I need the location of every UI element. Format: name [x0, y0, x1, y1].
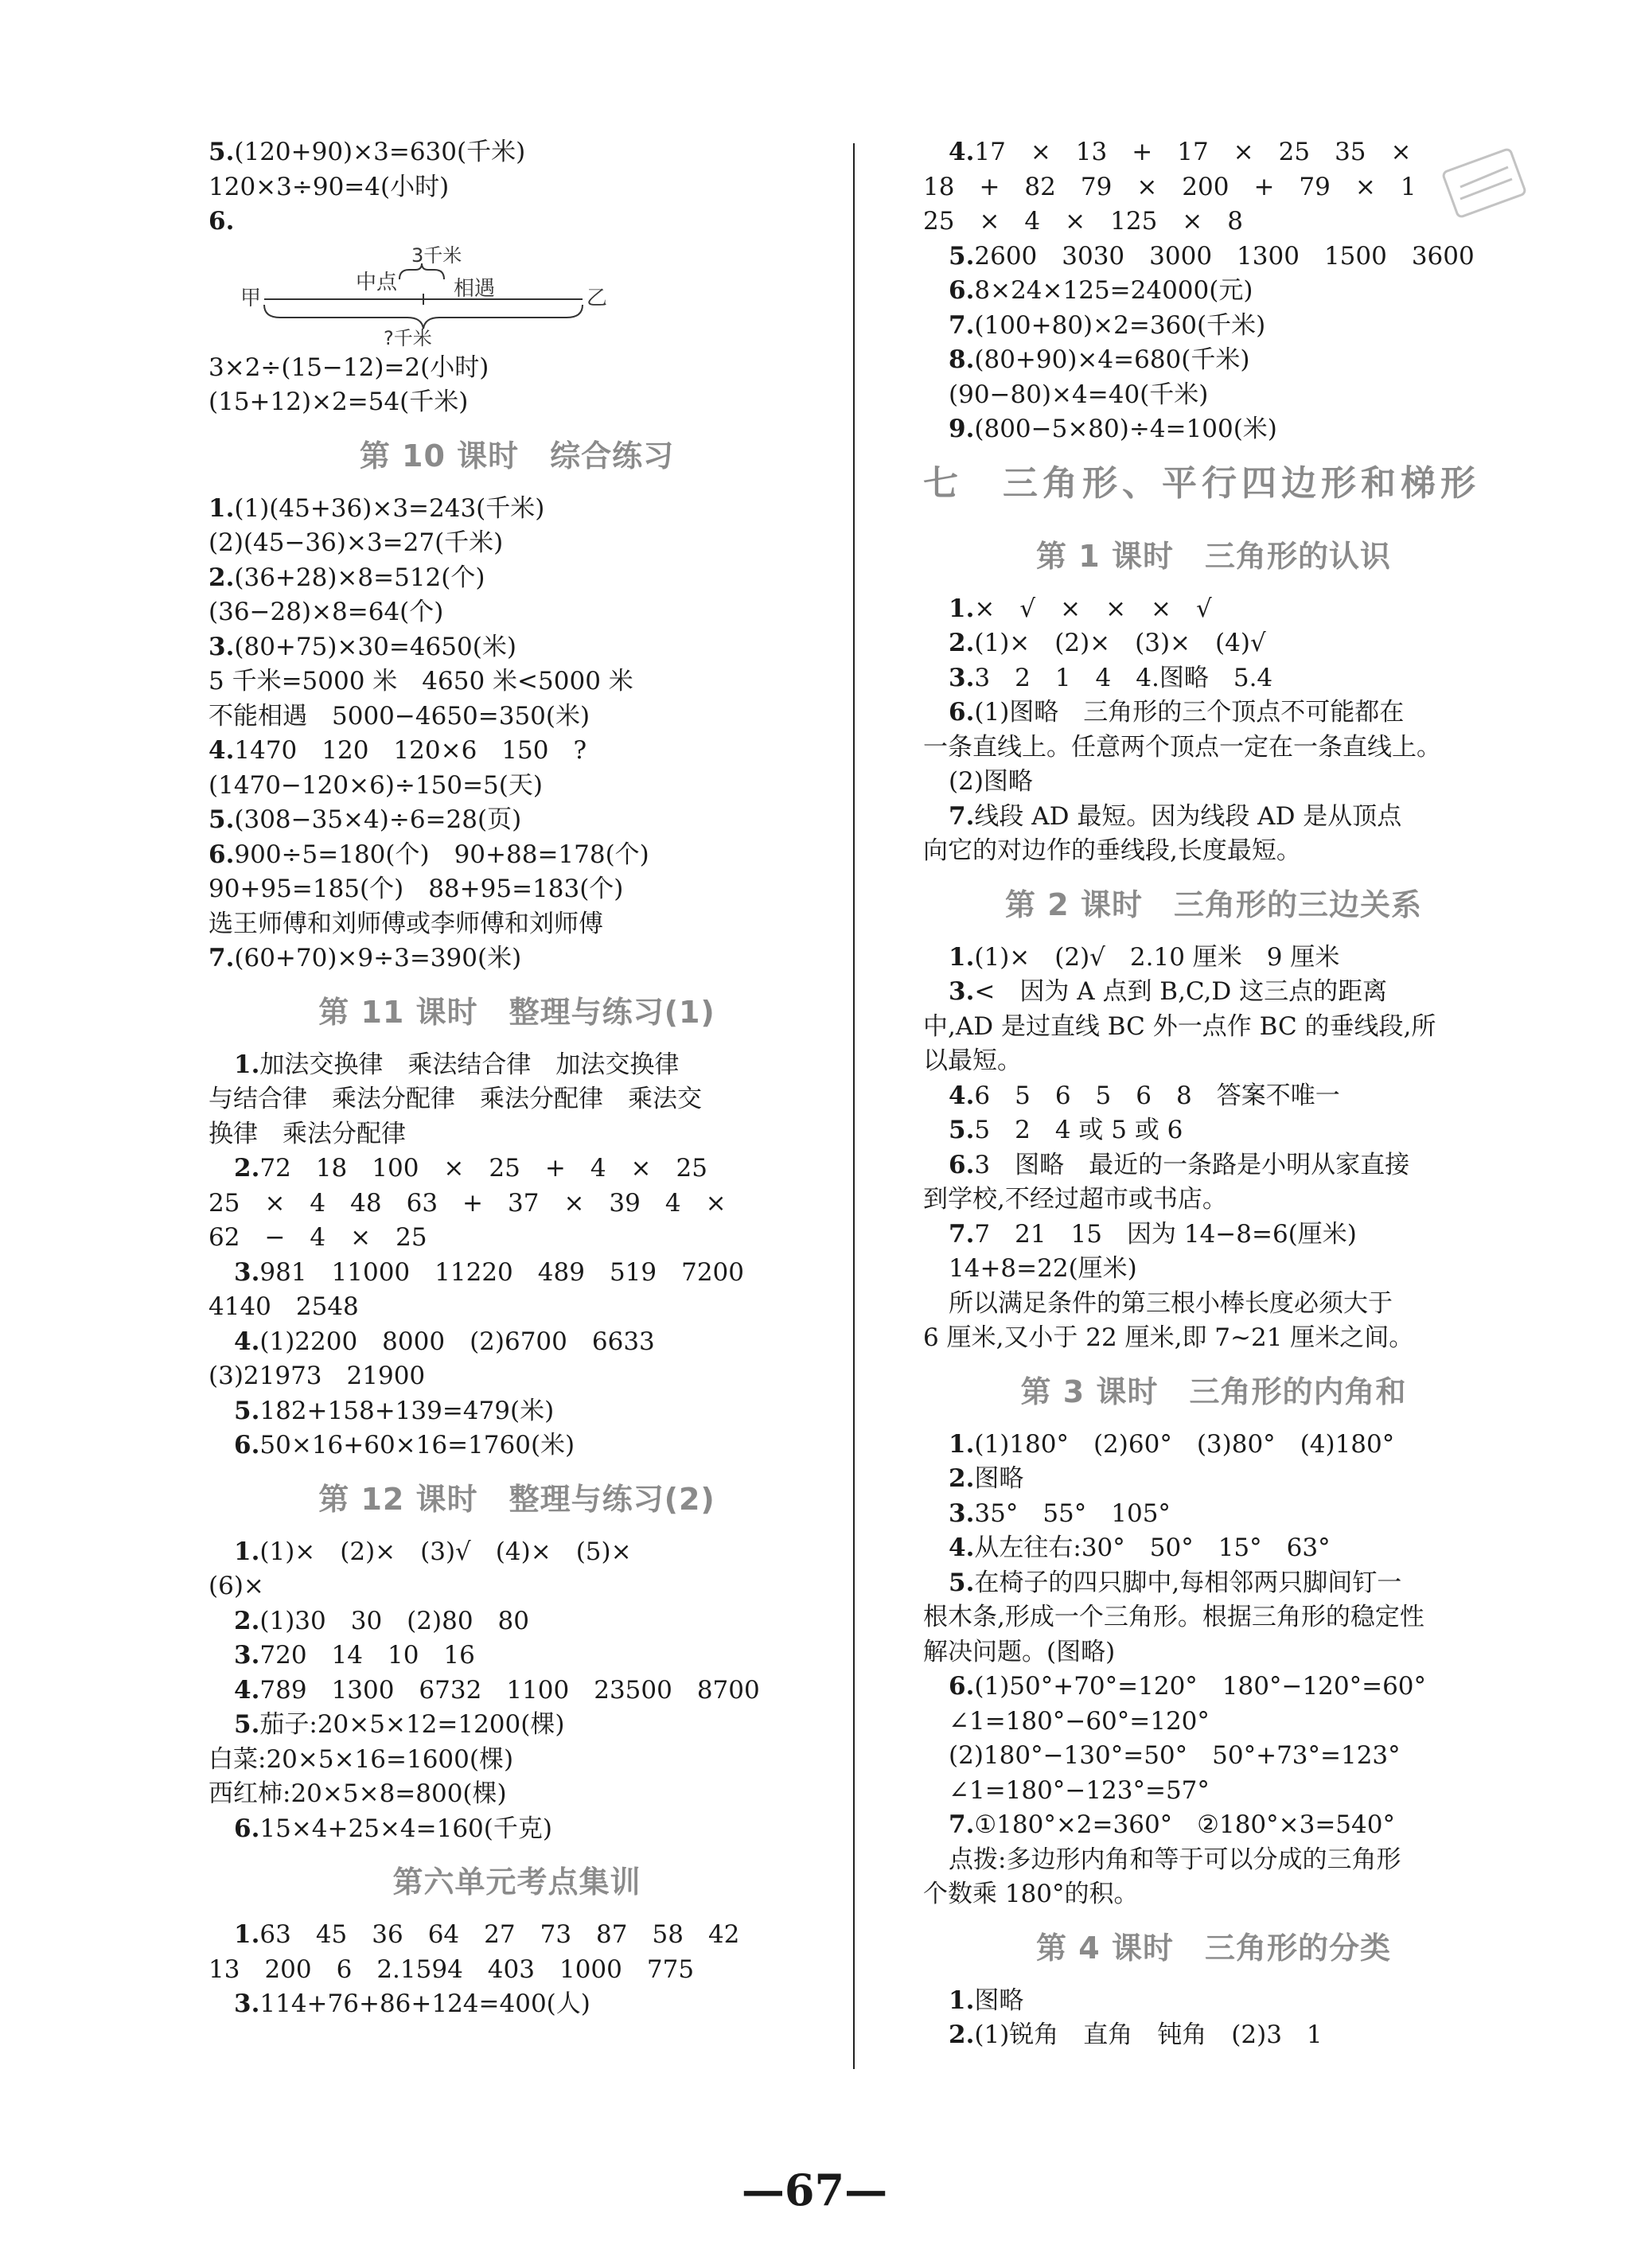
answer-line	[923, 1079, 1504, 1114]
answer-text: 900÷5=180(个) 90+88=178(个)	[234, 840, 649, 869]
answer-line	[923, 592, 1504, 627]
answer-text: ∠1=180°−60°=120°	[949, 1706, 1210, 1736]
answer-line	[208, 941, 825, 976]
item-number: 1.	[234, 1050, 260, 1079]
answer-line	[208, 1152, 825, 1187]
answer-line	[923, 135, 1504, 170]
answer-line	[208, 595, 825, 630]
item-number: 4.	[234, 1327, 260, 1356]
answer-line	[923, 1739, 1504, 1774]
answer-text: 白菜:20×5×16=1600(棵)	[208, 1744, 514, 1774]
answer-text: 35° 55° 105°	[974, 1498, 1171, 1528]
item-number: 6.	[949, 698, 975, 727]
answer-text: (2)图略	[949, 767, 1033, 796]
item-number: 1.	[234, 1920, 260, 1949]
answer-line	[208, 1394, 825, 1429]
answer-text: ∠1=180°−123°=57°	[949, 1775, 1210, 1805]
answer-text: 中,AD 是过直线 BC 外一点作 BC 的垂线段,所	[923, 1011, 1436, 1041]
answer-text: 720 14 10 16	[259, 1641, 475, 1670]
answer-text: (1)× (2)× (3)√ (4)× (5)×	[259, 1537, 632, 1566]
answer-line	[208, 1325, 825, 1360]
answer-line	[923, 1531, 1504, 1566]
answer-text: 以最短。	[923, 1046, 1022, 1075]
answer-line	[208, 630, 825, 665]
answer-text: 个数乘 180°的积。	[923, 1880, 1139, 1908]
answer-line	[923, 1497, 1504, 1532]
page-number: —67—	[741, 2165, 888, 2215]
answer-text: 5 千米=5000 米 4650 米<5000 米	[208, 667, 633, 696]
answer-text: (800−5×80)÷4=100(米)	[974, 415, 1277, 443]
stamp-logo	[1436, 143, 1532, 223]
answer-line	[923, 2018, 1504, 2053]
answer-text: 图略	[974, 1464, 1024, 1493]
item-number: 3.	[234, 1989, 260, 2018]
item-number: 6.	[208, 840, 235, 869]
answer-text: 114+76+86+124=400(人)	[259, 1989, 590, 2018]
answer-line	[923, 1877, 1504, 1912]
answer-line	[208, 872, 825, 907]
column-divider	[853, 143, 855, 2069]
answer-line	[208, 205, 825, 240]
answer-text: 根木条,形成一个三角形。根据三角形的稳定性	[923, 1603, 1424, 1631]
line-segment-diagram	[208, 240, 825, 351]
answer-text: 到学校,不经过超市或书店。	[923, 1185, 1227, 1214]
answer-text: (1)图略 三角形的三个顶点不可能都在	[974, 698, 1405, 727]
item-number: 1.	[949, 1985, 975, 2015]
answer-text: × √ × × × √	[974, 594, 1212, 623]
answer-text: 在椅子的四只脚中,每相邻两只脚间钉一	[974, 1568, 1402, 1597]
answer-text: (1)(45+36)×3=243(千米)	[234, 493, 545, 523]
answer-line	[923, 1843, 1504, 1878]
answer-line	[923, 1635, 1504, 1670]
answer-text: (36−28)×8=64(个)	[208, 598, 444, 626]
answer-line	[923, 170, 1504, 205]
answer-text: 18 + 82 79 × 200 + 79 × 1	[923, 172, 1417, 201]
answer-text: 13 200 6 2.1594 403 1000 775	[208, 1954, 695, 1984]
answer-text: (90−80)×4=40(千米)	[949, 380, 1209, 409]
answer-line	[208, 1812, 825, 1847]
item-number: 6.	[234, 1431, 260, 1459]
item-number: 5.	[208, 805, 235, 834]
answer-text: (6)×	[208, 1572, 264, 1600]
answer-line	[208, 769, 825, 804]
answer-line	[923, 626, 1504, 661]
answer-text: 50×16+60×16=1760(米)	[259, 1431, 575, 1459]
answer-line	[923, 1462, 1504, 1497]
answer-line	[923, 1774, 1504, 1809]
answer-line	[208, 1569, 825, 1604]
item-number: 5.	[234, 1710, 260, 1739]
item-number: 3.	[949, 1498, 975, 1528]
item-number: 1.	[949, 594, 975, 623]
answer-line	[923, 1148, 1504, 1183]
answer-line	[208, 1117, 825, 1152]
answer-line	[208, 492, 825, 527]
answer-line	[923, 1183, 1504, 1218]
answer-text: 6 5 6 5 6 8 答案不唯一	[974, 1081, 1340, 1110]
answer-text: 2600 3030 3000 1300 1500 3600	[974, 241, 1475, 271]
section-heading: 第 4 课时 三角形的分类	[1036, 1930, 1391, 1966]
answer-text: 解决问题。(图略)	[923, 1637, 1116, 1666]
item-number: 7.	[949, 1219, 975, 1249]
item-number: 1.	[949, 942, 975, 972]
answer-line	[208, 1777, 825, 1812]
answer-line	[923, 309, 1504, 344]
item-number: 5.	[949, 241, 975, 271]
item-number: 4.	[949, 1081, 975, 1110]
item-number: 6.	[949, 1672, 975, 1701]
answer-text: (36+28)×8=512(个)	[234, 563, 485, 592]
answer-line	[923, 941, 1504, 976]
diagram-label-bottom: ?千米	[384, 326, 432, 349]
answer-line	[208, 1221, 825, 1256]
answer-text: (1)锐角 直角 钝角 (2)3 1	[974, 2021, 1323, 2049]
answer-line	[208, 1987, 825, 2022]
section-heading: 第 12 课时 整理与练习(2)	[318, 1481, 715, 1517]
answer-line	[923, 1808, 1504, 1843]
answer-text: 789 1300 6732 1100 23500 8700	[259, 1675, 760, 1705]
answer-text: 4140 2548	[208, 1292, 359, 1321]
answer-text: < 因为 A 点到 B,C,D 这三点的距离	[974, 977, 1388, 1006]
item-number: 2.	[234, 1606, 260, 1635]
item-number: 8.	[949, 345, 975, 374]
answer-line	[923, 1252, 1504, 1287]
answer-line	[923, 1428, 1504, 1463]
section-heading: 第 11 课时 整理与练习(1)	[318, 994, 715, 1030]
answer-text: (2)180°−130°=50° 50°+73°=123°	[949, 1741, 1401, 1770]
item-number: 4.	[949, 138, 975, 166]
answer-line	[208, 1918, 825, 1953]
answer-line	[923, 834, 1504, 869]
answer-text: 62 − 4 × 25	[208, 1223, 427, 1252]
answer-line	[923, 800, 1504, 835]
answer-text: 换律 乘法分配律	[208, 1119, 406, 1148]
answer-line	[923, 274, 1504, 309]
left-column	[208, 135, 825, 2022]
item-number: 7.	[949, 310, 975, 340]
answer-line	[208, 561, 825, 596]
answer-text: 不能相遇 5000−4650=350(米)	[208, 701, 590, 731]
section-heading: 第 1 课时 三角形的认识	[1036, 538, 1391, 574]
item-number: 5.	[949, 1568, 975, 1597]
answer-text: (60+70)×9÷3=390(米)	[234, 944, 522, 972]
item-number: 3.	[949, 663, 975, 692]
answer-text: 3 图略 最近的一条路是小明从家直接	[974, 1150, 1410, 1179]
answer-text: 点拨:多边形内角和等于可以分成的三角形	[949, 1845, 1401, 1874]
item-number: 5.	[208, 138, 235, 166]
answer-line	[208, 1743, 825, 1778]
diagram-label-midpoint: 中点	[356, 270, 398, 294]
answer-text: 120×3÷90=4(小时)	[208, 172, 450, 201]
answer-line	[923, 412, 1504, 447]
answer-line	[923, 1984, 1504, 2019]
answer-text: 72 18 100 × 25 + 4 × 25	[259, 1154, 707, 1183]
answer-text: (308−35×4)÷6=28(页)	[234, 805, 522, 834]
item-number: 4.	[208, 736, 235, 765]
answer-text: (1)30 30 (2)80 80	[259, 1606, 529, 1635]
item-number: 3.	[208, 632, 235, 661]
item-number: 9.	[949, 415, 975, 443]
answer-line	[923, 378, 1504, 413]
answer-line	[208, 1639, 825, 1674]
answer-line	[923, 343, 1504, 378]
item-number: 6.	[234, 1814, 260, 1843]
answer-text: 从左往右:30° 50° 15° 63°	[974, 1533, 1331, 1562]
item-number: 5.	[234, 1396, 260, 1425]
answer-text: (100+80)×2=360(千米)	[974, 310, 1266, 340]
answer-text: (1)2200 8000 (2)6700 6633	[259, 1327, 655, 1356]
answer-line	[208, 351, 825, 386]
answer-line	[923, 765, 1504, 800]
answer-line	[923, 731, 1504, 766]
answer-line	[923, 1218, 1504, 1253]
answer-text: 8×24×125=24000(元)	[974, 276, 1253, 305]
answer-text: 182+158+139=479(米)	[259, 1396, 555, 1425]
answer-text: (1)180° (2)60° (3)80° (4)180°	[974, 1429, 1395, 1459]
item-number: 7.	[949, 1810, 975, 1839]
item-number: 7.	[208, 944, 235, 972]
item-number: 1.	[949, 1429, 975, 1459]
section-heading: 第六单元考点集训	[392, 1865, 641, 1900]
bottom-brace	[264, 305, 583, 329]
section-heading: 第 3 课时 三角形的内角和	[1020, 1374, 1407, 1409]
answer-text: 3×2÷(15−12)=2(小时)	[208, 353, 489, 382]
answer-line	[208, 1290, 825, 1325]
answer-line	[208, 1359, 825, 1394]
answer-text: 90+95=185(个) 88+95=183(个)	[208, 875, 624, 903]
answer-text: (3)21973 21900	[208, 1362, 426, 1390]
answer-line	[923, 661, 1504, 696]
diagram-label-end: 乙	[587, 286, 608, 310]
item-number: 1.	[234, 1537, 260, 1566]
answer-text: 6 厘米,又小于 22 厘米,即 7~21 厘米之间。	[923, 1323, 1414, 1352]
answer-line	[208, 1428, 825, 1463]
item-number: 2.	[949, 629, 975, 657]
answer-line	[208, 734, 825, 769]
answer-line	[208, 803, 825, 838]
answer-text: 14+8=22(厘米)	[949, 1254, 1137, 1283]
right-column	[923, 135, 1504, 2053]
answer-line	[208, 1082, 825, 1117]
answer-text: (1)× (2)√ 2.10 厘米 9 厘米	[974, 942, 1340, 972]
answer-text: 选王师傅和刘师傅或李师傅和刘师傅	[208, 909, 603, 938]
item-number: 6.	[949, 1150, 975, 1179]
diagram-label-top: 3千米	[411, 244, 462, 267]
answer-line	[923, 1321, 1504, 1356]
section-heading: 第 10 课时 综合练习	[359, 438, 675, 473]
answer-text: (2)(45−36)×3=27(千米)	[208, 528, 504, 557]
answer-text: ①180°×2=360° ②180°×3=540°	[974, 1810, 1395, 1839]
answer-text: 15×4+25×4=160(千克)	[259, 1814, 552, 1843]
answer-text: 与结合律 乘法分配律 乘法分配律 乘法交	[208, 1085, 702, 1113]
answer-line	[208, 1604, 825, 1639]
answer-line	[208, 135, 825, 170]
unit-heading: 七 三角形、平行四边形和梯形	[923, 462, 1480, 504]
answer-text: 3 2 1 4 4.图略 5.4	[974, 663, 1273, 692]
answer-text: 17 × 13 + 17 × 25 35 ×	[974, 138, 1412, 166]
item-number: 2.	[949, 2021, 975, 2049]
answer-text: (1)× (2)× (3)× (4)√	[974, 629, 1266, 657]
answer-line	[208, 664, 825, 699]
answer-line	[208, 1674, 825, 1709]
answer-text: (80+90)×4=680(千米)	[974, 345, 1250, 374]
answer-line	[208, 1256, 825, 1291]
answer-line	[208, 170, 825, 205]
answer-line	[923, 240, 1504, 275]
answer-line	[923, 1670, 1504, 1705]
answer-text: 7 21 15 因为 14−8=6(厘米)	[974, 1219, 1357, 1249]
answer-line	[208, 1535, 825, 1570]
answer-line	[208, 385, 825, 420]
item-number: 4.	[234, 1675, 260, 1705]
item-number: 1.	[208, 493, 235, 523]
answer-text: 图略	[974, 1985, 1024, 2015]
diagram-label-meet: 相遇	[454, 276, 496, 301]
answer-text: (1470−120×6)÷150=5(天)	[208, 770, 543, 800]
answer-line	[923, 1566, 1504, 1601]
item-number: 7.	[949, 801, 975, 831]
item-number: 6.	[208, 207, 235, 236]
answer-text: 所以满足条件的第三根小棒长度必须大于	[949, 1288, 1393, 1318]
answer-text: 向它的对边作的垂线段,长度最短。	[923, 836, 1301, 865]
answer-line	[208, 1953, 825, 1988]
answer-text: 25 × 4 × 125 × 8	[923, 207, 1243, 236]
answer-line	[923, 1044, 1504, 1079]
answer-text: (80+75)×30=4650(米)	[234, 632, 516, 661]
answer-text: 1470 120 120×6 150 ?	[234, 736, 587, 765]
answer-line	[923, 1010, 1504, 1045]
answer-text: 25 × 4 48 63 + 37 × 39 4 ×	[208, 1188, 727, 1218]
item-number: 5.	[949, 1116, 975, 1144]
diagram-label-start: 甲	[240, 286, 262, 310]
answer-line	[208, 526, 825, 561]
item-number: 3.	[234, 1641, 260, 1670]
answer-line	[208, 1708, 825, 1743]
answer-line	[923, 1113, 1504, 1148]
answer-line	[208, 907, 825, 942]
answer-line	[208, 1187, 825, 1222]
answer-text: (120+90)×3=630(千米)	[234, 138, 526, 166]
answer-text: 加法交换律 乘法结合律 加法交换律	[259, 1050, 680, 1079]
item-number: 6.	[949, 276, 975, 305]
item-number: 3.	[949, 977, 975, 1006]
answer-text: (15+12)×2=54(千米)	[208, 388, 469, 416]
answer-text: 茄子:20×5×12=1200(棵)	[259, 1710, 565, 1739]
answer-line	[923, 1600, 1504, 1635]
answer-line	[923, 975, 1504, 1010]
item-number: 2.	[234, 1154, 260, 1183]
answer-line	[923, 1287, 1504, 1322]
answer-line	[208, 838, 825, 873]
answer-line	[208, 699, 825, 735]
answer-line	[923, 1705, 1504, 1740]
answer-text: 63 45 36 64 27 73 87 58 42	[259, 1920, 740, 1949]
answer-text: 981 11000 11220 489 519 7200	[259, 1257, 745, 1287]
answer-text: 西红柿:20×5×8=800(棵)	[208, 1779, 507, 1808]
item-number: 2.	[208, 563, 235, 592]
answer-line	[923, 205, 1504, 240]
item-number: 4.	[949, 1533, 975, 1562]
answer-line	[923, 696, 1504, 731]
answer-text: (1)50°+70°=120° 180°−120°=60°	[974, 1672, 1427, 1701]
answer-line	[208, 1048, 825, 1083]
answer-text: 一条直线上。任意两个顶点一定在一条直线上。	[923, 732, 1441, 762]
item-number: 2.	[949, 1464, 975, 1493]
item-number: 3.	[234, 1257, 260, 1287]
answer-text: 5 2 4 或 5 或 6	[974, 1116, 1183, 1144]
answer-text: 线段 AD 最短。因为线段 AD 是从顶点	[974, 801, 1402, 831]
section-heading: 第 2 课时 三角形的三边关系	[1005, 887, 1422, 922]
